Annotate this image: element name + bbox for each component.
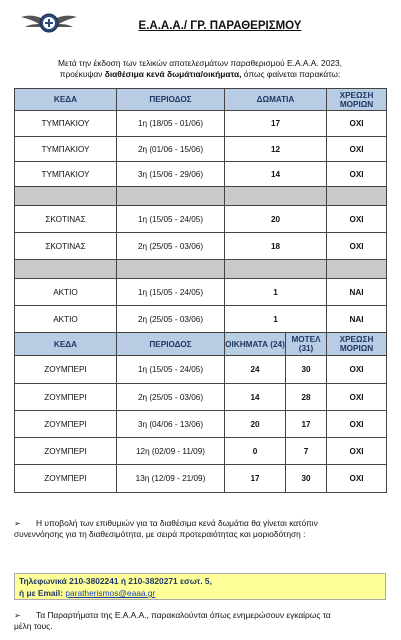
cell-keda: ΖΟΥΜΠΕΡΙ — [15, 384, 117, 411]
eaaa-logo-emblem — [20, 6, 78, 40]
cell-rooms: 14 — [225, 162, 327, 187]
cell-motel: 30 — [286, 465, 327, 493]
cell-period: 2η (25/05 - 03/06) — [117, 306, 225, 333]
header-keda: ΚΕΔΑ — [15, 89, 117, 111]
contact-box — [14, 573, 386, 600]
cell-keda: ΖΟΥΜΠΕΡΙ — [15, 438, 117, 465]
arrow-bullet-icon: ➢ — [14, 611, 21, 620]
winged-emblem-icon — [20, 6, 78, 40]
header-motel: ΜΟΤΕΛ (31) — [286, 333, 327, 356]
table-row — [15, 438, 387, 465]
cell-keda: ΖΟΥΜΠΕΡΙ — [15, 411, 117, 438]
cell-keda: ΤΥΜΠΑΚΙΟΥ — [15, 111, 117, 137]
cell-keda: ΣΚΟΤΙΝΑΣ — [15, 206, 117, 233]
note-branches-line-2: μέλη τους. — [14, 621, 53, 631]
cell-buildings: 17 — [225, 465, 286, 493]
note-text: Τα Παραρτήματα της Ε.Α.Α.Α., παρακαλούνται όπως ενημερώσουν εγκαίρως τα — [36, 610, 331, 620]
header-period: ΠΕΡΙΟΔΟΣ — [117, 333, 225, 356]
cell-keda: ΖΟΥΜΠΕΡΙ — [15, 356, 117, 384]
cell-charge: ΟΧΙ — [327, 233, 387, 260]
intro-paragraph — [14, 58, 386, 80]
cell-charge: ΟΧΙ — [327, 162, 387, 187]
intro-line-2 — [14, 69, 386, 80]
contact-email-label: ή με Email: — [19, 588, 66, 598]
note-branches — [14, 610, 386, 632]
cell-charge: ΟΧΙ — [327, 356, 387, 384]
cell-rooms: 1 — [225, 279, 327, 306]
cell-keda: ΖΟΥΜΠΕΡΙ — [15, 465, 117, 493]
contact-phone: Τηλεφωνικά 210-3802241 ή 210-3820271 εσωτ. 5, — [19, 576, 212, 586]
cell-keda: ΣΚΟΤΙΝΑΣ — [15, 233, 117, 260]
header-keda: ΚΕΔΑ — [15, 333, 117, 356]
cell-keda: ΤΥΜΠΑΚΙΟΥ — [15, 137, 117, 162]
cell-charge: ΝΑΙ — [327, 306, 387, 333]
table-row — [15, 306, 387, 333]
cell-period: 13η (12/09 - 21/09) — [117, 465, 225, 493]
table-header-row-2 — [15, 333, 387, 356]
cell-period: 1η (15/05 - 24/05) — [117, 279, 225, 306]
intro-text: προέκυψαν — [59, 69, 105, 79]
intro-line-1: Μετά την έκδοση των τελικών αποτελεσμάτων παραθερισμού Ε.Α.Α.Α. 2023, — [57, 58, 342, 68]
cell-charge: ΟΧΙ — [327, 465, 387, 493]
table-row — [15, 137, 387, 162]
cell-keda: ΑΚΤΙΟ — [15, 279, 117, 306]
cell-period: 2η (25/05 - 03/06) — [117, 384, 225, 411]
cell-charge: ΟΧΙ — [327, 111, 387, 137]
table-row — [15, 233, 387, 260]
table-row — [15, 465, 387, 493]
availability-table — [14, 88, 387, 493]
note-submission-line-1 — [14, 518, 386, 529]
document-title: Ε.Α.Α.Α./ ΓΡ. ΠΑΡΑΘΕΡΙΣΜΟΥ — [138, 20, 302, 32]
cell-period: 2η (01/06 - 15/06) — [117, 137, 225, 162]
table-row — [15, 206, 387, 233]
cell-motel: 7 — [286, 438, 327, 465]
table-row — [15, 162, 387, 187]
table-row — [15, 411, 387, 438]
cell-charge: ΝΑΙ — [327, 279, 387, 306]
cell-motel: 28 — [286, 384, 327, 411]
cell-charge: ΟΧΙ — [327, 206, 387, 233]
group-separator-row — [15, 187, 387, 206]
cell-buildings: 0 — [225, 438, 286, 465]
cell-keda: ΤΥΜΠΑΚΙΟΥ — [15, 162, 117, 187]
cell-motel: 30 — [286, 356, 327, 384]
cell-charge: ΟΧΙ — [327, 137, 387, 162]
cell-period: 1η (15/05 - 24/05) — [117, 356, 225, 384]
header-period: ΠΕΡΙΟΔΟΣ — [117, 89, 225, 111]
cell-rooms: 20 — [225, 206, 327, 233]
cell-rooms: 12 — [225, 137, 327, 162]
table-row — [15, 356, 387, 384]
cell-motel: 17 — [286, 411, 327, 438]
cell-buildings: 20 — [225, 411, 286, 438]
cell-period: 12η (02/09 - 11/09) — [117, 438, 225, 465]
header-buildings: ΟΙΚΗΜΑΤΑ (24) — [225, 333, 286, 356]
header-points-charge: ΧΡΕΩΣΗ ΜΟΡΙΩΝ — [327, 89, 387, 111]
cell-period: 3η (04/06 - 13/06) — [117, 411, 225, 438]
note-text: Η υποβολή των επιθυμιών για τα διαθέσιμα κενά δωμάτια θα γίνεται κατόπιν — [36, 518, 318, 528]
note-branches-line-1 — [14, 610, 386, 621]
cell-buildings: 24 — [225, 356, 286, 384]
cell-period: 1η (18/05 - 01/06) — [117, 111, 225, 137]
header-points-charge: ΧΡΕΩΣΗ ΜΟΡΙΩΝ — [327, 333, 387, 356]
table-header-row — [15, 89, 387, 111]
cell-period: 1η (15/05 - 24/05) — [117, 206, 225, 233]
contact-email-link[interactable]: paratherismos@eaaa.gr — [65, 588, 156, 598]
arrow-bullet-icon: ➢ — [14, 519, 21, 528]
note-submission — [14, 518, 386, 540]
intro-bold-text: διαθέσιμα κενά δωμάτια/οικήματα, — [104, 69, 242, 79]
cell-charge: ΟΧΙ — [327, 411, 387, 438]
table-row — [15, 384, 387, 411]
group-separator-row — [15, 260, 387, 279]
cell-rooms: 17 — [225, 111, 327, 137]
note-submission-line-2: συνεννόησης για τη διαθεσιμότητα, με σειρά προτεραιότητας και μοριοδότηση : — [14, 529, 306, 539]
table-row — [15, 111, 387, 137]
cell-rooms: 18 — [225, 233, 327, 260]
table-row — [15, 279, 387, 306]
cell-keda: ΑΚΤΙΟ — [15, 306, 117, 333]
cell-charge: ΟΧΙ — [327, 384, 387, 411]
header-rooms: ΔΩΜΑΤΙΑ — [225, 89, 327, 111]
cell-period: 2η (25/05 - 03/06) — [117, 233, 225, 260]
cell-rooms: 1 — [225, 306, 327, 333]
cell-period: 3η (15/06 - 29/06) — [117, 162, 225, 187]
cell-buildings: 14 — [225, 384, 286, 411]
contact-email-line — [19, 587, 381, 599]
intro-text: όπως φαίνεται παρακάτω: — [241, 69, 341, 79]
cell-charge: ΟΧΙ — [327, 438, 387, 465]
